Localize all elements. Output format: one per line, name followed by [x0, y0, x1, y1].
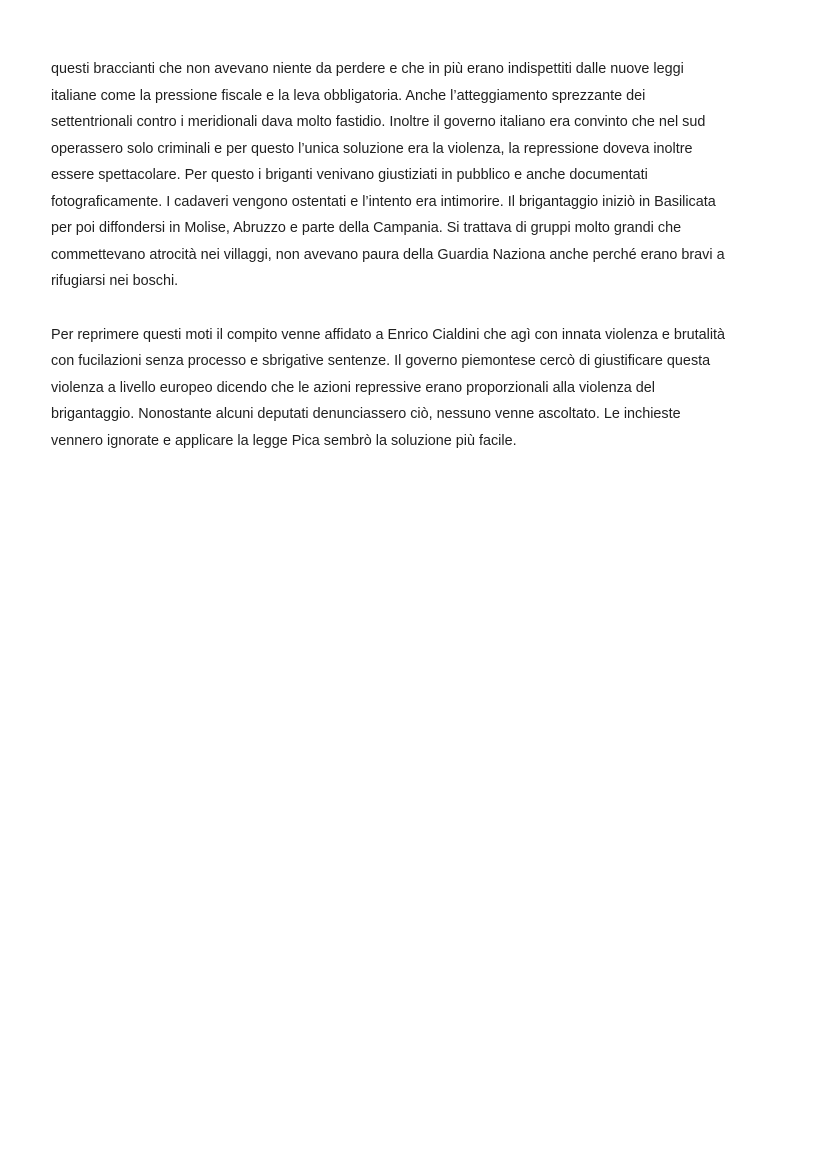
text-line: fotograficamente. I cadaveri vengono ostentati e l’intento era intimorire. Il brigantaggio iniziò in Basilicata — [51, 193, 716, 210]
text-line: essere spettacolare. Per questo i briganti venivano giustiziati in pubblico e anche documentati — [51, 167, 648, 183]
document-body — [51, 56, 779, 454]
text-line: vennero ignorate e applicare la legge Pica sembrò la soluzione più facile. — [51, 432, 517, 449]
text-line: settentrionali contro i meridionali dava molto fastidio. Inoltre il governo italiano era convinto che nel sud — [51, 114, 706, 130]
text-line: rifugiarsi nei boschi. — [51, 273, 179, 289]
text-line: con fucilazioni senza processo e sbrigative sentenze. Il governo piemontese cercò di giustificare questa — [51, 353, 711, 369]
paragraph-2 — [51, 322, 779, 455]
text-line: commettevano atrocità nei villaggi, non avevano paura della Guardia Naziona anche perché erano bravi a — [51, 246, 725, 263]
paragraph-1 — [51, 56, 779, 295]
text-line: violenza a livello europeo dicendo che le azioni repressive erano proporzionali alla violenza del — [51, 379, 655, 396]
text-line: questi braccianti che non avevano niente da perdere e che in più erano indispettiti dalle nuove leggi — [51, 61, 684, 77]
text-line: italiane come la pressione fiscale e la leva obbligatoria. Anche l’atteggiamento sprezzante dei — [51, 87, 646, 104]
text-line: per poi diffondersi in Molise, Abruzzo e parte della Campania. Si trattava di gruppi molto grandi che — [51, 220, 682, 236]
paragraph-spacer — [51, 295, 779, 322]
text-line: operassero solo criminali e per questo l’unica soluzione era la violenza, la repressione doveva inoltre — [51, 140, 693, 157]
text-line: Per reprimere questi moti il compito venne affidato a Enrico Cialdini che agì con innata violenza e brutalità — [51, 326, 726, 343]
text-line: brigantaggio. Nonostante alcuni deputati denunciassero ciò, nessuno venne ascoltato. Le inchieste — [51, 406, 681, 422]
